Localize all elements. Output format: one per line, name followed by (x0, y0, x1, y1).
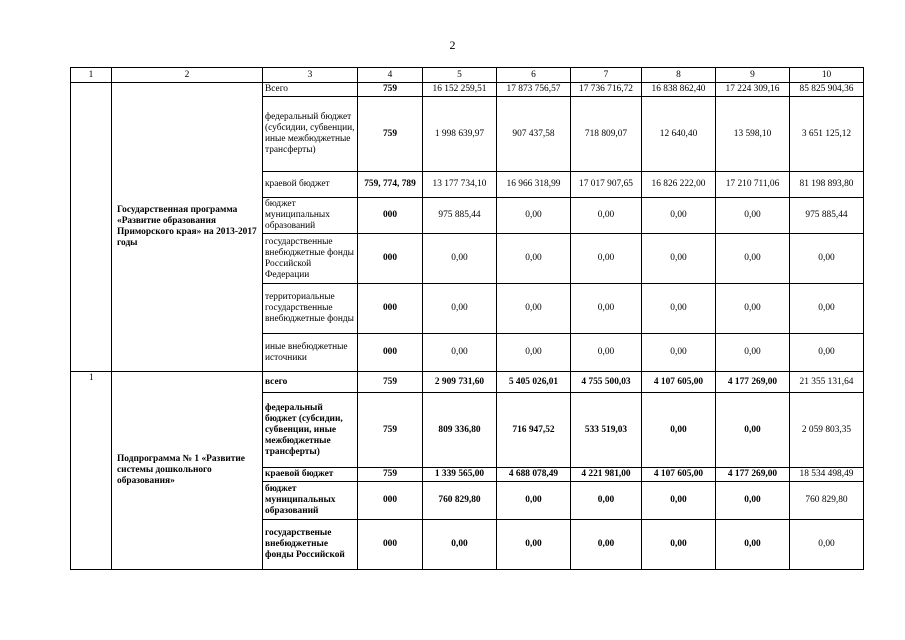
value-cell: 0,00 (716, 234, 790, 284)
code-cell: 000 (358, 482, 423, 520)
value-cell: 0,00 (497, 482, 571, 520)
value-cell: 4 177 269,00 (716, 468, 790, 482)
budget-table (70, 67, 864, 570)
header-cell: 7 (571, 68, 642, 83)
value-cell: 0,00 (642, 234, 716, 284)
value-cell: 718 809,07 (571, 97, 642, 172)
page-number: 2 (449, 38, 456, 52)
value-cell: 0,00 (497, 284, 571, 334)
funding-source: иные внебюджетные источники (263, 334, 358, 372)
value-cell: 16 966 318,99 (497, 172, 571, 198)
funding-source: федеральный бюджет (субсидии, субвенции, иные межбюджетные трансферты) (263, 97, 358, 172)
value-cell: 0,00 (790, 334, 864, 372)
funding-source: бюджет муниципальных образований (263, 482, 358, 520)
value-cell: 21 355 131,64 (790, 372, 864, 393)
value-cell: 760 829,80 (423, 482, 497, 520)
value-cell: 4 755 500,03 (571, 372, 642, 393)
funding-source: Всего (263, 83, 358, 97)
header-cell: 4 (358, 68, 423, 83)
value-cell: 0,00 (716, 482, 790, 520)
value-cell: 4 221 981,00 (571, 468, 642, 482)
value-cell: 0,00 (716, 334, 790, 372)
table-row (71, 83, 864, 97)
code-cell: 000 (358, 334, 423, 372)
value-cell: 17 873 756,57 (497, 83, 571, 97)
header-row (71, 68, 864, 83)
header-cell: 6 (497, 68, 571, 83)
code-cell: 000 (358, 198, 423, 234)
value-cell: 16 826 222,00 (642, 172, 716, 198)
value-cell: 0,00 (716, 520, 790, 570)
code-cell: 759, 774, 789 (358, 172, 423, 198)
code-cell: 000 (358, 520, 423, 570)
code-cell: 759 (358, 468, 423, 482)
value-cell: 1 998 639,97 (423, 97, 497, 172)
value-cell: 0,00 (497, 234, 571, 284)
funding-source: краевой бюджет (263, 468, 358, 482)
code-cell: 000 (358, 284, 423, 334)
value-cell: 0,00 (571, 198, 642, 234)
header-cell: 2 (112, 68, 263, 83)
value-cell: 716 947,52 (497, 393, 571, 468)
value-cell: 809 336,80 (423, 393, 497, 468)
value-cell: 975 885,44 (790, 198, 864, 234)
value-cell: 13 598,10 (716, 97, 790, 172)
value-cell: 17 224 309,16 (716, 83, 790, 97)
code-cell: 759 (358, 393, 423, 468)
value-cell: 0,00 (790, 234, 864, 284)
row-number-cell (71, 83, 112, 372)
code-cell: 000 (358, 234, 423, 284)
value-cell: 2 909 731,60 (423, 372, 497, 393)
funding-source: бюджет муниципальных образований (263, 198, 358, 234)
funding-source: всего (263, 372, 358, 393)
value-cell: 18 534 498,49 (790, 468, 864, 482)
value-cell: 4 688 078,49 (497, 468, 571, 482)
value-cell: 0,00 (790, 284, 864, 334)
row-number-cell: 1 (71, 372, 112, 570)
value-cell: 533 519,03 (571, 393, 642, 468)
value-cell: 0,00 (571, 234, 642, 284)
value-cell: 0,00 (790, 520, 864, 570)
value-cell: 0,00 (423, 520, 497, 570)
value-cell: 0,00 (642, 482, 716, 520)
value-cell: 0,00 (716, 393, 790, 468)
funding-source: федеральный бюджет (субсидии, субвенции, иные межбюджетные трансферты) (263, 393, 358, 468)
value-cell: 0,00 (642, 334, 716, 372)
value-cell: 0,00 (497, 198, 571, 234)
code-cell: 759 (358, 97, 423, 172)
value-cell: 4 107 605,00 (642, 468, 716, 482)
table-row (71, 372, 864, 393)
funding-source: краевой бюджет (263, 172, 358, 198)
value-cell: 0,00 (423, 284, 497, 334)
value-cell: 975 885,44 (423, 198, 497, 234)
value-cell: 0,00 (716, 198, 790, 234)
value-cell: 4 107 605,00 (642, 372, 716, 393)
value-cell: 1 339 565,00 (423, 468, 497, 482)
value-cell: 81 198 893,80 (790, 172, 864, 198)
value-cell: 85 825 904,36 (790, 83, 864, 97)
value-cell: 17 210 711,06 (716, 172, 790, 198)
program-title: Государственная программа «Развитие образования Приморского края» на 2013-2017 годы (112, 83, 263, 372)
value-cell: 16 152 259,51 (423, 83, 497, 97)
value-cell: 907 437,58 (497, 97, 571, 172)
value-cell: 13 177 734,10 (423, 172, 497, 198)
header-cell: 8 (642, 68, 716, 83)
value-cell: 760 829,80 (790, 482, 864, 520)
value-cell: 0,00 (642, 198, 716, 234)
value-cell: 0,00 (423, 234, 497, 284)
header-cell: 5 (423, 68, 497, 83)
value-cell: 0,00 (571, 482, 642, 520)
header-cell: 3 (263, 68, 358, 83)
header-cell: 10 (790, 68, 864, 83)
value-cell: 0,00 (423, 334, 497, 372)
value-cell: 17 736 716,72 (571, 83, 642, 97)
value-cell: 0,00 (571, 520, 642, 570)
value-cell: 0,00 (571, 334, 642, 372)
value-cell: 12 640,40 (642, 97, 716, 172)
value-cell: 3 651 125,12 (790, 97, 864, 172)
value-cell: 0,00 (497, 334, 571, 372)
code-cell: 759 (358, 83, 423, 97)
header-cell: 9 (716, 68, 790, 83)
subprogram-title: Подпрограмма № 1 «Развитие системы дошкольного образования» (112, 372, 263, 570)
value-cell: 16 838 862,40 (642, 83, 716, 97)
header-cell: 1 (71, 68, 112, 83)
value-cell: 0,00 (716, 284, 790, 334)
value-cell: 0,00 (642, 393, 716, 468)
value-cell: 0,00 (642, 284, 716, 334)
value-cell: 0,00 (497, 520, 571, 570)
value-cell: 17 017 907,65 (571, 172, 642, 198)
value-cell: 4 177 269,00 (716, 372, 790, 393)
value-cell: 5 405 026,01 (497, 372, 571, 393)
funding-source: государственые внебюджетные фонды Российской (263, 520, 358, 570)
funding-source: территориальные государственные внебюджетные фонды (263, 284, 358, 334)
code-cell: 759 (358, 372, 423, 393)
value-cell: 2 059 803,35 (790, 393, 864, 468)
value-cell: 0,00 (571, 284, 642, 334)
funding-source: государственные внебюджетные фонды Российской Федерации (263, 234, 358, 284)
value-cell: 0,00 (642, 520, 716, 570)
